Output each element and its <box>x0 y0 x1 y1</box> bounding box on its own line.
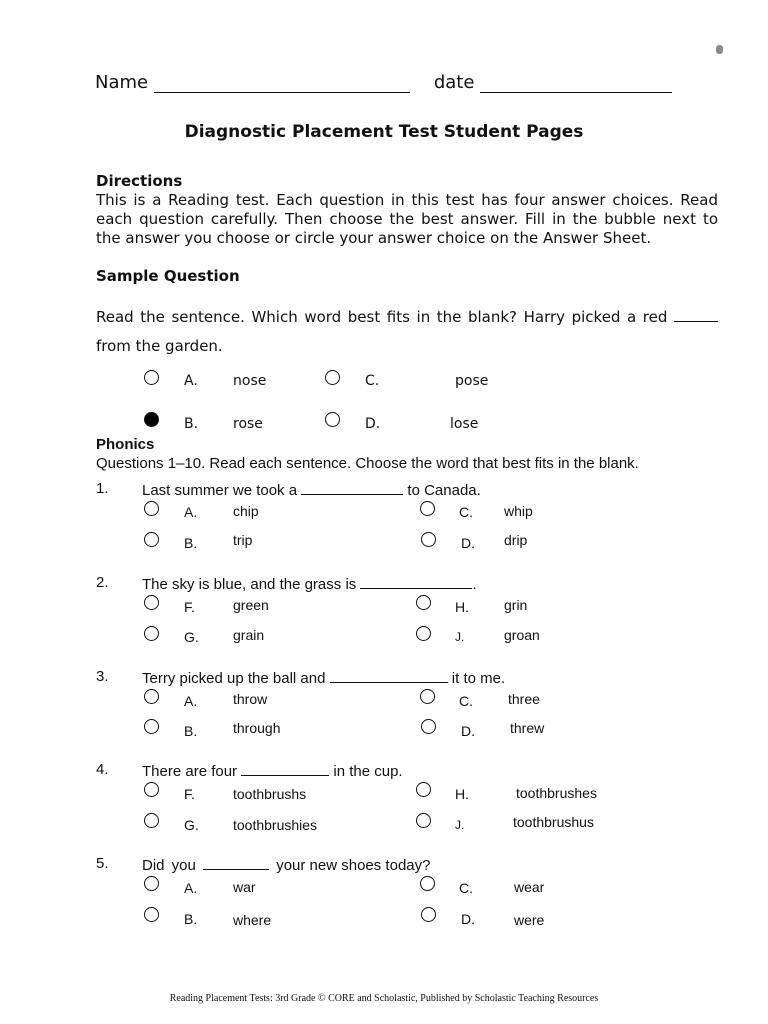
directions-heading: Directions <box>96 172 183 190</box>
question-4-option-h-word: toothbrushes <box>516 785 597 801</box>
question-3-before: Terry picked up the ball and <box>142 670 326 687</box>
sample-option-d-letter: D. <box>365 416 381 432</box>
question-4-option-h-bubble[interactable] <box>416 782 431 797</box>
question-1-text <box>142 480 481 499</box>
question-3-option-c-letter: C. <box>459 693 473 709</box>
phonics-instructions: Questions 1–10. Read each sentence. Choose the word that best fits in the blank. <box>96 455 639 472</box>
question-5-option-d-bubble[interactable] <box>421 907 436 922</box>
question-5-option-a-letter: A. <box>184 880 198 896</box>
sample-question-heading: Sample Question <box>96 267 240 285</box>
sample-option-c-word: pose <box>455 373 489 389</box>
question-2-blank <box>360 574 472 589</box>
question-2-option-g-letter: G. <box>184 629 199 645</box>
question-1-option-a-letter: A. <box>184 504 198 520</box>
question-4-text <box>142 761 403 780</box>
question-5-before: Did you <box>142 857 196 874</box>
question-5-option-d-letter: D. <box>461 911 475 927</box>
question-4-option-g-word: toothbrushies <box>233 817 318 833</box>
sample-option-d-word: lose <box>450 416 479 432</box>
question-5-option-b-word: where <box>233 912 272 928</box>
question-5-option-b-bubble[interactable] <box>144 907 159 922</box>
question-4-after: in the cup. <box>333 763 403 780</box>
question-1-before: Last summer we took a <box>142 482 298 499</box>
question-1-option-b-word: trip <box>233 532 253 548</box>
question-1-option-b-letter: B. <box>184 535 198 551</box>
question-1-option-d-bubble[interactable] <box>421 532 436 547</box>
question-4-option-j-word: toothbrushus <box>513 814 594 830</box>
sample-option-a-word: nose <box>233 373 267 389</box>
sample-blank <box>674 307 718 322</box>
question-2-option-f-letter: F. <box>184 599 195 615</box>
question-3-blank <box>330 668 448 683</box>
question-4-before: There are four <box>142 763 238 780</box>
question-4-option-f-word: toothbrushs <box>233 786 307 802</box>
question-2-option-g-bubble[interactable] <box>144 626 159 641</box>
sample-question-prompt <box>96 303 718 361</box>
question-1-blank <box>301 480 403 495</box>
sample-option-a-letter: A. <box>184 373 198 389</box>
sample-option-b-bubble[interactable] <box>144 412 159 427</box>
question-4-option-g-letter: G. <box>184 817 199 833</box>
question-1-option-a-word: chip <box>233 503 259 519</box>
sample-option-d-bubble[interactable] <box>325 412 340 427</box>
question-2-before: The sky is blue, and the grass is <box>142 576 357 593</box>
question-3-after: it to me. <box>451 670 506 687</box>
page-title: Diagnostic Placement Test Student Pages <box>184 122 584 142</box>
question-5-option-c-word: wear <box>514 879 545 895</box>
question-2-option-h-letter: H. <box>455 599 469 615</box>
question-5-option-c-bubble[interactable] <box>420 876 435 891</box>
question-4-option-j-letter: J. <box>455 818 465 832</box>
corner-dot <box>716 45 723 54</box>
question-3-option-b-word: through <box>233 720 281 736</box>
question-2-option-g-word: grain <box>233 627 265 643</box>
question-5-option-d-word: were <box>514 912 545 928</box>
name-field[interactable] <box>154 74 410 93</box>
question-2-option-f-bubble[interactable] <box>144 595 159 610</box>
question-4-blank <box>241 761 329 776</box>
question-4-option-f-bubble[interactable] <box>144 782 159 797</box>
question-4-option-j-bubble[interactable] <box>416 813 431 828</box>
sample-option-c-letter: C. <box>365 373 380 389</box>
question-4-option-h-letter: H. <box>455 786 469 802</box>
question-5-option-a-word: war <box>233 879 256 895</box>
question-4-number: 4. <box>96 761 109 778</box>
question-2-option-h-bubble[interactable] <box>416 595 431 610</box>
question-5-option-c-letter: C. <box>459 880 473 896</box>
question-3-option-a-letter: A. <box>184 693 198 709</box>
question-1-option-a-bubble[interactable] <box>144 501 159 516</box>
question-2-number: 2. <box>96 574 109 591</box>
sample-option-b-letter: B. <box>184 416 199 432</box>
date-field[interactable] <box>480 74 672 93</box>
question-1-option-d-letter: D. <box>461 535 475 551</box>
question-5-number: 5. <box>96 855 109 872</box>
question-5-option-b-letter: B. <box>184 911 198 927</box>
question-2-option-j-word: groan <box>504 627 540 643</box>
question-3-text <box>142 668 505 687</box>
question-5-option-a-bubble[interactable] <box>144 876 159 891</box>
question-3-option-d-bubble[interactable] <box>421 719 436 734</box>
question-2-text <box>142 574 477 593</box>
question-3-option-c-word: three <box>508 691 540 707</box>
question-4-option-g-bubble[interactable] <box>144 813 159 828</box>
question-1-option-c-word: whip <box>504 503 533 519</box>
sample-option-b-word: rose <box>233 416 263 432</box>
question-3-option-c-bubble[interactable] <box>420 689 435 704</box>
question-5-after: your new shoes today? <box>276 857 431 874</box>
question-5-text <box>142 855 430 874</box>
page-footer: Reading Placement Tests: 3rd Grade © CORE and Scholastic, Published by Scholastic Teaching Resources <box>169 993 599 1004</box>
question-1-after: to Canada. <box>407 482 481 499</box>
question-3-option-b-bubble[interactable] <box>144 719 159 734</box>
question-3-number: 3. <box>96 668 109 685</box>
question-4-option-f-letter: F. <box>184 786 195 802</box>
sample-option-a-bubble[interactable] <box>144 370 159 385</box>
sample-option-c-bubble[interactable] <box>325 370 340 385</box>
question-2-option-f-word: green <box>233 597 269 613</box>
question-3-option-a-word: throw <box>233 691 268 707</box>
question-3-option-d-letter: D. <box>461 723 475 739</box>
question-2-option-j-letter: J. <box>455 630 465 644</box>
question-3-option-d-word: threw <box>510 720 545 736</box>
name-date-line <box>95 72 672 93</box>
question-2-option-j-bubble[interactable] <box>416 626 431 641</box>
question-2-option-h-word: grin <box>504 597 528 613</box>
question-1-option-c-bubble[interactable] <box>420 501 435 516</box>
question-1-option-b-bubble[interactable] <box>144 532 159 547</box>
name-label: Name <box>95 72 149 93</box>
directions-text: This is a Reading test. Each question in this test has four answer choices. Read each question carefully. Then choose the best answer. Fill in the bubble next to the answer you choose or circle your answer choice on the Answer Sheet. <box>96 191 718 247</box>
sample-prompt-before: Read the sentence. Which word best fits in the blank? Harry picked a red <box>96 308 668 326</box>
question-1-option-c-letter: C. <box>459 504 473 520</box>
phonics-heading: Phonics <box>96 436 155 453</box>
question-3-option-a-bubble[interactable] <box>144 689 159 704</box>
question-3-option-b-letter: B. <box>184 723 198 739</box>
question-5-blank <box>203 855 269 870</box>
question-1-number: 1. <box>96 480 109 497</box>
question-2-after: . <box>472 576 477 593</box>
sample-prompt-after: from the garden. <box>96 337 223 355</box>
question-1-option-d-word: drip <box>504 532 528 548</box>
date-label: date <box>433 72 475 93</box>
